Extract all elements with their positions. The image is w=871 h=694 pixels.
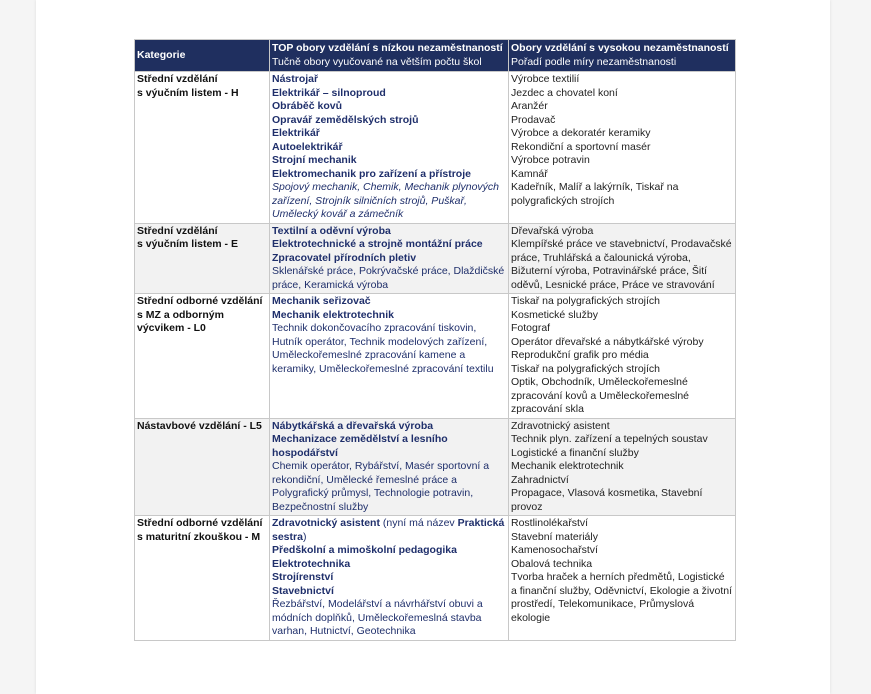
field-bold: Praktická sestra (272, 517, 505, 543)
field-other: Řezbářství, Modelářství a návrhářství obuvi a módních doplňků, Uměleckořemeslná stavba varhan, Hutnictví, Geotechnika (272, 598, 483, 637)
category-cell (135, 516, 270, 641)
field-high: Obalová technika (511, 557, 593, 570)
table-row (135, 223, 736, 294)
field-other: Technik dokončovacího zpracování tiskovin, Hutník operátor, Technik modelových zařízení, Uměleckořemeslné zpracování kamene a keramiky, Uměleckořemeslné zpracování textilu (272, 322, 494, 375)
header-high-title: Obory vzdělání s vysokou nezaměstnaností (511, 42, 729, 54)
high-unemployment-cell (509, 294, 736, 419)
field-bold: Nábytkářská a dřevařská výroba (272, 419, 434, 432)
field-high: Tiskař na polygrafických strojích (511, 362, 660, 375)
header-category: Kategorie (135, 40, 270, 72)
category-line: Nástavbové vzdělání - L5 (137, 419, 262, 432)
category-line: Střední vzdělání (137, 73, 218, 85)
field-high: Rostlinolékařství (511, 517, 589, 529)
category-cell (135, 418, 270, 516)
field-high: Optik, Obchodník, Uměleckořemeslné zpracování kovů a Uměleckořemeslné zpracování skla (511, 376, 689, 415)
field-high: Mechanik elektrotechnik (511, 460, 624, 472)
low-unemployment-cell (270, 418, 509, 516)
field-other: Spojový mechanik, Chemik, Mechanik plynových zařízení, Strojník silničních strojů, Puškař, Umělecký kovář a zámečník (272, 181, 500, 220)
table-row (135, 516, 736, 641)
header-low-title: TOP obory vzdělání s nízkou nezaměstnaností (272, 42, 503, 54)
low-unemployment-cell (270, 516, 509, 641)
field-bold: Mechanizace zemědělství a lesního hospodářství (272, 433, 448, 459)
high-unemployment-cell (509, 418, 736, 516)
category-line: Střední vzdělání (137, 224, 218, 237)
field-bold: Elektrotechnické a strojně montážní práce (272, 238, 483, 250)
field-bold: Strojírenství (272, 571, 334, 583)
field-bold: Textilní a oděvní výroba (272, 224, 391, 237)
field-high: Tvorba hraček a herních předmětů, Logistické a finanční služby, Oděvnictví, Ekologie a životní prostředí, Telekomunikace, Průmyslová ekologie (511, 571, 733, 624)
document-page (36, 0, 830, 694)
field-high: Výrobce potravin (511, 154, 590, 166)
table-row (135, 294, 736, 419)
category-cell (135, 294, 270, 419)
low-unemployment-cell (270, 223, 509, 294)
category-cell (135, 72, 270, 224)
field-high: Logistické a finanční služby (511, 446, 639, 459)
field-note: (nyní má název (379, 517, 458, 529)
field-first (272, 517, 506, 544)
field-bold: Elektrikář – silnoproud (272, 86, 386, 99)
field-other: Sklenářské práce, Pokrývačské práce, Dlaždičské práce, Keramická výroba (272, 265, 505, 291)
field-high: Zdravotnický asistent (511, 419, 610, 432)
low-unemployment-cell (270, 294, 509, 419)
field-high: Výrobce textilií (511, 73, 580, 85)
field-bold: Elektromechanik pro zařízení a přístroje (272, 167, 471, 180)
field-high: Rekondiční a sportovní masér (511, 140, 651, 153)
table-row (135, 72, 736, 224)
header-high-subtitle: Pořadí podle míry nezaměstnanosti (511, 55, 677, 68)
field-bold: Obráběč kovů (272, 100, 343, 112)
field-bold: Předškolní a mimoškolní pedagogika (272, 544, 457, 556)
field-bold: Stavebnictví (272, 584, 334, 597)
field-high: Klempířské práce ve stavebnictví, Prodavačské práce, Truhlářská a čalounická výroba, Bižuterní výroba, Potravinářské práce, Šití oděvů, Lesnické práce, Práce ve stravování (511, 238, 732, 291)
field-high: Reprodukční grafik pro média (511, 349, 649, 361)
field-bold: Strojní mechanik (272, 154, 357, 166)
table-header-row (135, 40, 736, 72)
field-high: Prodavač (511, 113, 556, 126)
field-bold: Elektrikář (272, 127, 320, 139)
field-high: Stavební materiály (511, 530, 598, 543)
field-other: Chemik operátor, Rybářství, Masér sportovní a rekondiční, Umělecké řemeslné práce a Polygrafický průmysl, Technologie potravin, Bezpečnostní služby (272, 460, 490, 513)
field-high: Tiskař na polygrafických strojích (511, 295, 660, 307)
low-unemployment-cell (270, 72, 509, 224)
table-row (135, 418, 736, 516)
field-bold: Nástrojař (272, 73, 319, 85)
field-bold: Mechanik elektrotechnik (272, 308, 394, 321)
category-line: Střední odborné vzdělání s MZ a odborným výcvikem - L0 (137, 295, 263, 334)
field-high: Fotograf (511, 322, 551, 334)
field-high: Operátor dřevařské a nábytkářské výroby (511, 335, 704, 348)
header-low-unemployment (270, 40, 509, 72)
field-high: Dřevařská výroba (511, 224, 594, 237)
field-high: Zahradnictví (511, 473, 569, 486)
field-high: Výrobce a dekoratér keramiky (511, 127, 651, 139)
category-line: s výučním listem - H (137, 86, 239, 99)
high-unemployment-cell (509, 223, 736, 294)
field-high: Kadeřník, Malíř a lakýrník, Tiskař na polygrafických strojích (511, 181, 679, 207)
category-line: Střední odborné vzdělání (137, 517, 263, 529)
category-cell (135, 223, 270, 294)
field-bold: Mechanik seřizovač (272, 295, 371, 307)
field-high: Propagace, Vlasová kosmetika, Stavební provoz (511, 487, 703, 513)
header-high-unemployment (509, 40, 736, 72)
field-high: Technik plyn. zařízení a tepelných soustav (511, 433, 708, 445)
field-high: Kamnář (511, 167, 548, 180)
unemployment-table (134, 39, 736, 641)
field-bold: Elektrotechnika (272, 557, 351, 570)
field-high: Kosmetické služby (511, 308, 598, 321)
field-bold: Opravář zemědělských strojů (272, 113, 419, 126)
high-unemployment-cell (509, 72, 736, 224)
field-bold: Autoelektrikář (272, 140, 343, 153)
high-unemployment-cell (509, 516, 736, 641)
field-note-end: ) (302, 530, 307, 543)
field-high: Jezdec a chovatel koní (511, 86, 618, 99)
field-high: Aranžér (511, 100, 548, 112)
category-line: s výučním listem - E (137, 238, 238, 250)
field-bold: Zdravotnický asistent (272, 517, 380, 529)
field-high: Kamenosochařství (511, 544, 598, 556)
header-low-subtitle: Tučně obory vyučované na větším počtu škol (272, 55, 482, 68)
category-line: s maturitní zkouškou - M (137, 530, 261, 543)
field-bold: Zpracovatel přírodních pletiv (272, 251, 417, 264)
